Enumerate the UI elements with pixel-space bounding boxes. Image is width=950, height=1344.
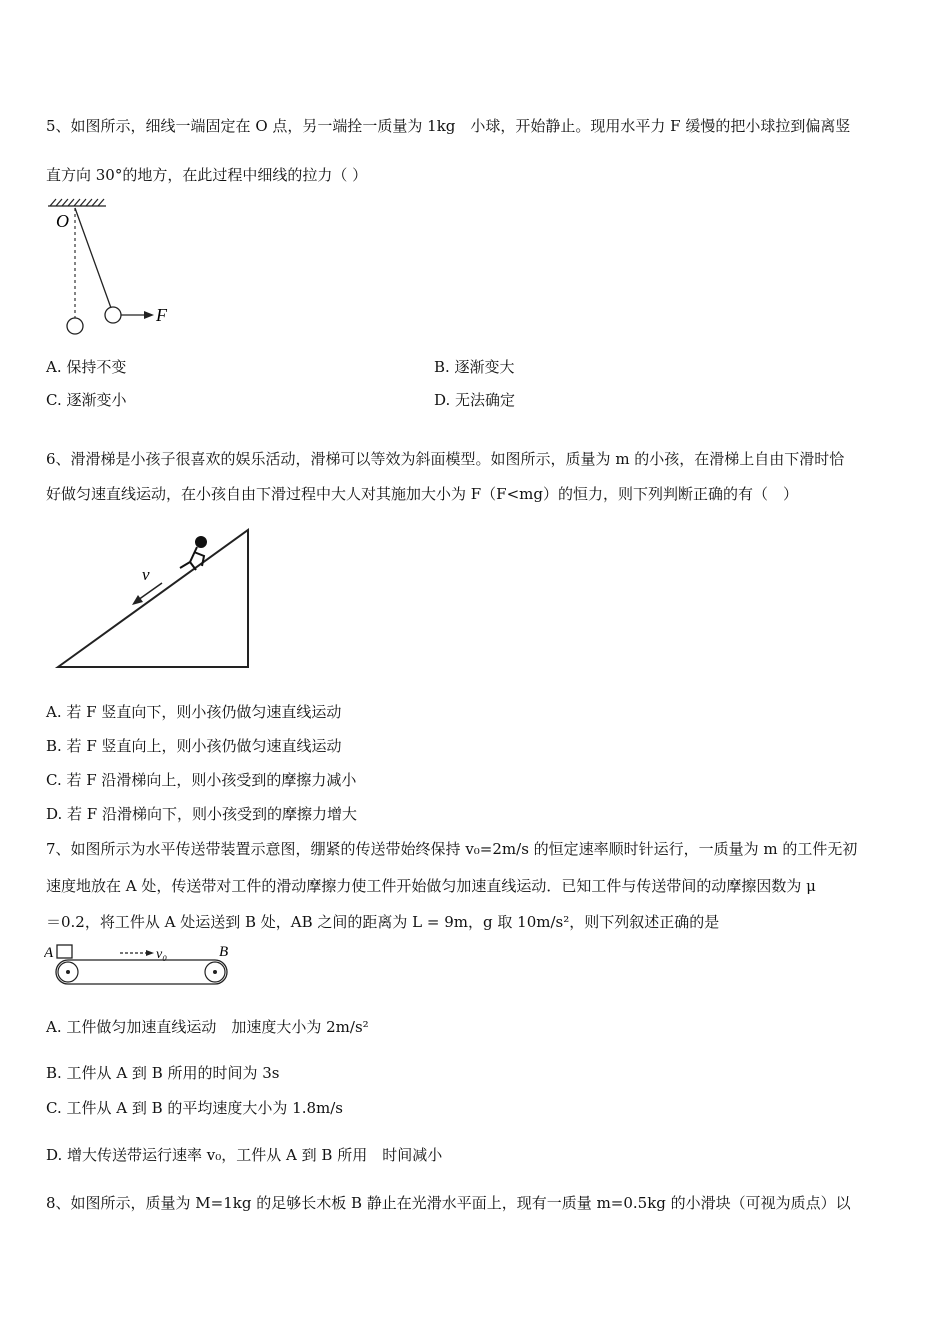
conveyor-belt xyxy=(56,960,227,984)
q5-pendulum-figure xyxy=(44,196,184,338)
q5-option-c: C. 逐渐变小 xyxy=(46,391,127,409)
q5-option-b: B. 逐渐变大 xyxy=(434,358,515,376)
q5-stem-line1: 5、如图所示，细线一端固定在 O 点，另一端拴一质量为 1kg 小球，开始静止。现用水平力 F 缓慢的把小球拉到偏离竖 xyxy=(46,117,851,135)
slope-triangle xyxy=(58,530,248,667)
velocity-arrowhead xyxy=(132,595,143,605)
q7-conveyor-figure xyxy=(44,941,240,989)
string-line xyxy=(75,208,111,308)
velocity-v-label: v xyxy=(142,565,150,584)
ball-displaced xyxy=(105,307,121,323)
child-figure xyxy=(180,537,206,570)
q5-option-a: A. 保持不变 xyxy=(46,358,127,376)
point-b-label: B xyxy=(219,944,229,960)
q6-stem-line1: 6、滑滑梯是小孩子很喜欢的娱乐活动，滑梯可以等效为斜面模型。如图所示，质量为 m 的小孩，在滑梯上自由下滑时恰 xyxy=(46,450,845,468)
point-o-label: O xyxy=(56,211,69,231)
workpiece-block xyxy=(57,945,72,958)
q6-option-b: B. 若 F 竖直向上，则小孩仍做匀速直线运动 xyxy=(46,737,342,755)
q5-stem-line2: 直方向 30°的地方，在此过程中细线的拉力（ ） xyxy=(46,166,368,184)
velocity-arrow xyxy=(138,583,162,600)
right-pulley-axle xyxy=(213,970,217,974)
q7-option-a: A. 工件做匀加速直线运动 加速度大小为 2m/s² xyxy=(46,1018,369,1036)
q6-option-d: D. 若 F 沿滑梯向下，则小孩受到的摩擦力增大 xyxy=(46,805,357,823)
belt-direction-arrowhead xyxy=(146,950,154,956)
speed-v0-label: v₀ xyxy=(156,947,168,962)
q5-option-d: D. 无法确定 xyxy=(434,391,516,409)
q7-stem-line3: ＝0.2，将工件从 A 处运送到 B 处，AB 之间的距离为 L = 9m，g 取 10m/s²，则下列叙述正确的是 xyxy=(46,913,720,931)
force-arrowhead xyxy=(144,311,154,319)
force-f-label: F xyxy=(156,305,167,325)
ball-initial xyxy=(67,318,83,334)
q7-option-c: C. 工件从 A 到 B 的平均速度大小为 1.8m/s xyxy=(46,1099,344,1117)
q7-option-b: B. 工件从 A 到 B 所用的时间为 3s xyxy=(46,1064,280,1082)
q7-option-d: D. 增大传送带运行速率 v₀，工件从 A 到 B 所用 时间减小 xyxy=(46,1146,443,1164)
q6-stem-line2: 好做匀速直线运动，在小孩自由下滑过程中大人对其施加大小为 F（F<mg）的恒力，则下列判断正确的有（ ） xyxy=(46,485,798,503)
q6-slide-figure xyxy=(54,526,258,674)
point-a-label: A xyxy=(44,945,54,961)
q7-stem-line2: 速度地放在 A 处，传送带对工件的滑动摩擦力使工件开始做匀加速直线运动．已知工件与传送带间的动摩擦因数为 μ xyxy=(46,877,816,895)
left-pulley-axle xyxy=(66,970,70,974)
q6-option-a: A. 若 F 竖直向下，则小孩仍做匀速直线运动 xyxy=(46,703,342,721)
q8-stem-line1: 8、如图所示，质量为 M=1kg 的足够长木板 B 静止在光滑水平面上，现有一质量 m=0.5kg 的小滑块（可视为质点）以 xyxy=(46,1194,851,1212)
q6-option-c: C. 若 F 沿滑梯向上，则小孩受到的摩擦力减小 xyxy=(46,771,357,789)
q7-stem-line1: 7、如图所示为水平传送带装置示意图，绷紧的传送带始终保持 v₀=2m/s 的恒定速率顺时针运行，一质量为 m 的工件无初 xyxy=(46,840,858,858)
ceiling-hatch xyxy=(48,199,106,206)
